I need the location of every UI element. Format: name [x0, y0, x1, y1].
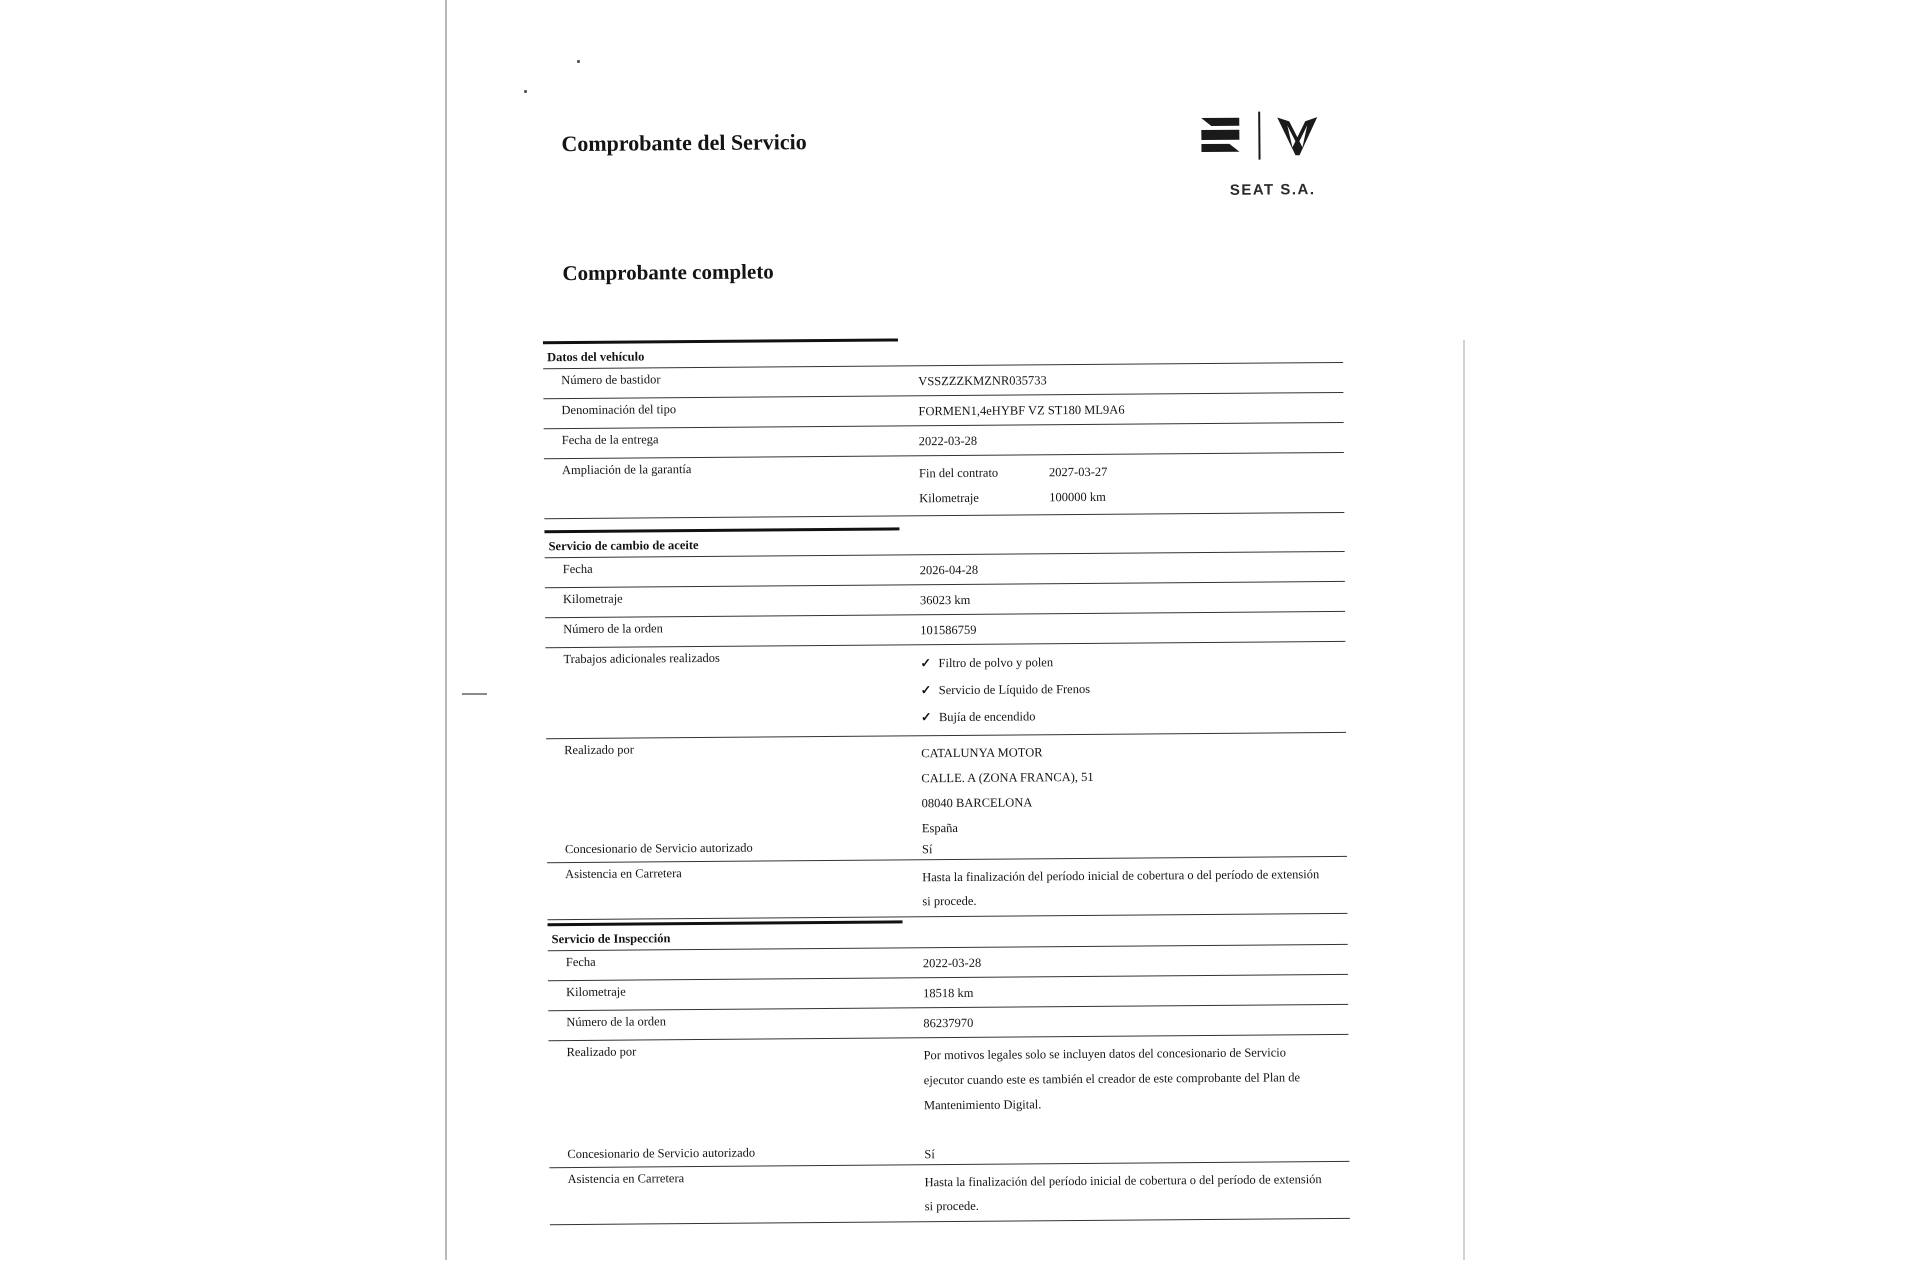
table-row [545, 641, 1346, 738]
performed-by-note: Mantenimiento Digital. [923, 1097, 1042, 1113]
oil-service-section [544, 524, 1347, 920]
extra-work-item: ✓ Bujía de encendido [921, 701, 1346, 731]
field-label: Concesionario de Servicio autorizado [564, 840, 753, 857]
table-row [548, 1034, 1349, 1147]
roadside-line: Hasta la finalización del período inicial de cobertura o del período de extensión [924, 1172, 1322, 1190]
field-label: Número de la orden [563, 621, 663, 637]
warranty-mileage-value: 100000 km [1049, 489, 1106, 505]
field-label: Fecha [562, 561, 593, 577]
field-label: Realizado por [564, 742, 634, 758]
table-row [548, 944, 1348, 980]
performed-by-note: Por motivos legales solo se incluyen datos del concesionario de Servicio [923, 1045, 1287, 1063]
table-row [544, 452, 1344, 518]
inspection-date: 2022-03-28 [922, 955, 982, 971]
field-label: Asistencia en Carretera [567, 1171, 685, 1187]
extra-work-item: ✓ Filtro de polvo y polen [920, 647, 1345, 677]
table-row [548, 974, 1348, 1010]
checkmark-icon: ✓ [920, 710, 932, 725]
document-subtitle: Comprobante completo [562, 259, 774, 286]
field-label: Realizado por [566, 1044, 637, 1060]
field-label: Ampliación de la garantía [561, 462, 692, 478]
table-row [547, 856, 1347, 919]
checkmark-icon: ✓ [920, 683, 932, 698]
table-row [544, 422, 1344, 458]
field-label: Concesionario de Servicio autorizado [567, 1145, 756, 1162]
field-label: Número de la orden [566, 1014, 666, 1030]
performed-by-line: 08040 BARCELONA [921, 795, 1033, 811]
field-label: Fecha [565, 954, 596, 970]
type-designation: FORMEN1,4eHYBF VZ ST180 ML9A6 [918, 402, 1125, 419]
logo-divider [1258, 112, 1260, 160]
seat-logo-icon [1201, 118, 1239, 152]
inspection-mileage: 18518 km [923, 985, 974, 1001]
table-row [543, 392, 1343, 428]
table-row [545, 551, 1345, 587]
oil-service-order-number: 101586759 [920, 622, 977, 638]
field-label: Asistencia en Carretera [565, 866, 682, 882]
table-row [548, 1004, 1348, 1040]
warranty-mileage-label: Kilometraje [919, 490, 979, 506]
section-heading: Datos del vehículo [547, 349, 645, 365]
roadside-line: si procede. [922, 893, 977, 909]
inspection-authorized-dealer: Sí [924, 1147, 935, 1162]
contract-end-label: Fin del contrato [918, 465, 999, 481]
scan-speck [524, 90, 527, 93]
cupra-logo-icon [1277, 117, 1317, 155]
scan-edge-right [1463, 340, 1465, 1260]
field-label: Trabajos adicionales realizados [563, 650, 720, 667]
extra-work-item: ✓ Servicio de Líquido de Frenos [921, 674, 1346, 704]
inspection-section [548, 917, 1350, 1225]
contract-end-row [919, 458, 1344, 486]
scan-mark [462, 693, 487, 695]
field-label: Número de bastidor [561, 372, 661, 388]
table-row [546, 732, 1347, 848]
vehicle-data-section [543, 335, 1344, 519]
inspection-order-number: 86237970 [923, 1015, 974, 1031]
table-row [543, 362, 1343, 398]
performed-by-line: España [921, 820, 958, 836]
roadside-line: si procede. [924, 1198, 979, 1214]
field-label: Kilometraje [562, 591, 623, 607]
roadside-line: Hasta la finalización del período inicial de cobertura o del período de extensión [922, 867, 1320, 885]
logo-caption: SEAT S.A. [1229, 181, 1316, 199]
oil-service-date: 2026-04-28 [919, 562, 979, 578]
performed-by-line: CALLE. A (ZONA FRANCA), 51 [921, 769, 1094, 786]
scan-edge-left [445, 0, 447, 1260]
checkmark-icon: ✓ [920, 656, 932, 671]
table-row [545, 581, 1345, 617]
section-heading: Servicio de Inspección [551, 931, 671, 947]
performed-by-note: ejecutor cuando este es también el creador de este comprobante del Plan de [923, 1070, 1301, 1088]
delivery-date: 2022-03-28 [918, 433, 978, 449]
oil-service-mileage: 36023 km [919, 592, 971, 608]
document-title: Comprobante del Servicio [561, 129, 807, 157]
oil-service-authorized-dealer: Sí [921, 842, 933, 857]
field-label: Denominación del tipo [561, 402, 677, 418]
contract-end-value: 2027-03-27 [1048, 464, 1108, 480]
field-label: Kilometraje [566, 984, 626, 1000]
section-heading: Servicio de cambio de aceite [548, 538, 699, 554]
chassis-number: VSSZZZKMZNR035733 [918, 373, 1047, 389]
brand-logo [1199, 107, 1340, 203]
field-label: Fecha de la entrega [561, 432, 659, 448]
service-document [540, 0, 1370, 1263]
table-row [549, 1161, 1349, 1224]
performed-by-line: CATALUNYA MOTOR [921, 745, 1043, 761]
table-row [545, 611, 1345, 647]
warranty-mileage-row [919, 483, 1344, 511]
seat-cupra-logo-icon [1199, 107, 1339, 168]
